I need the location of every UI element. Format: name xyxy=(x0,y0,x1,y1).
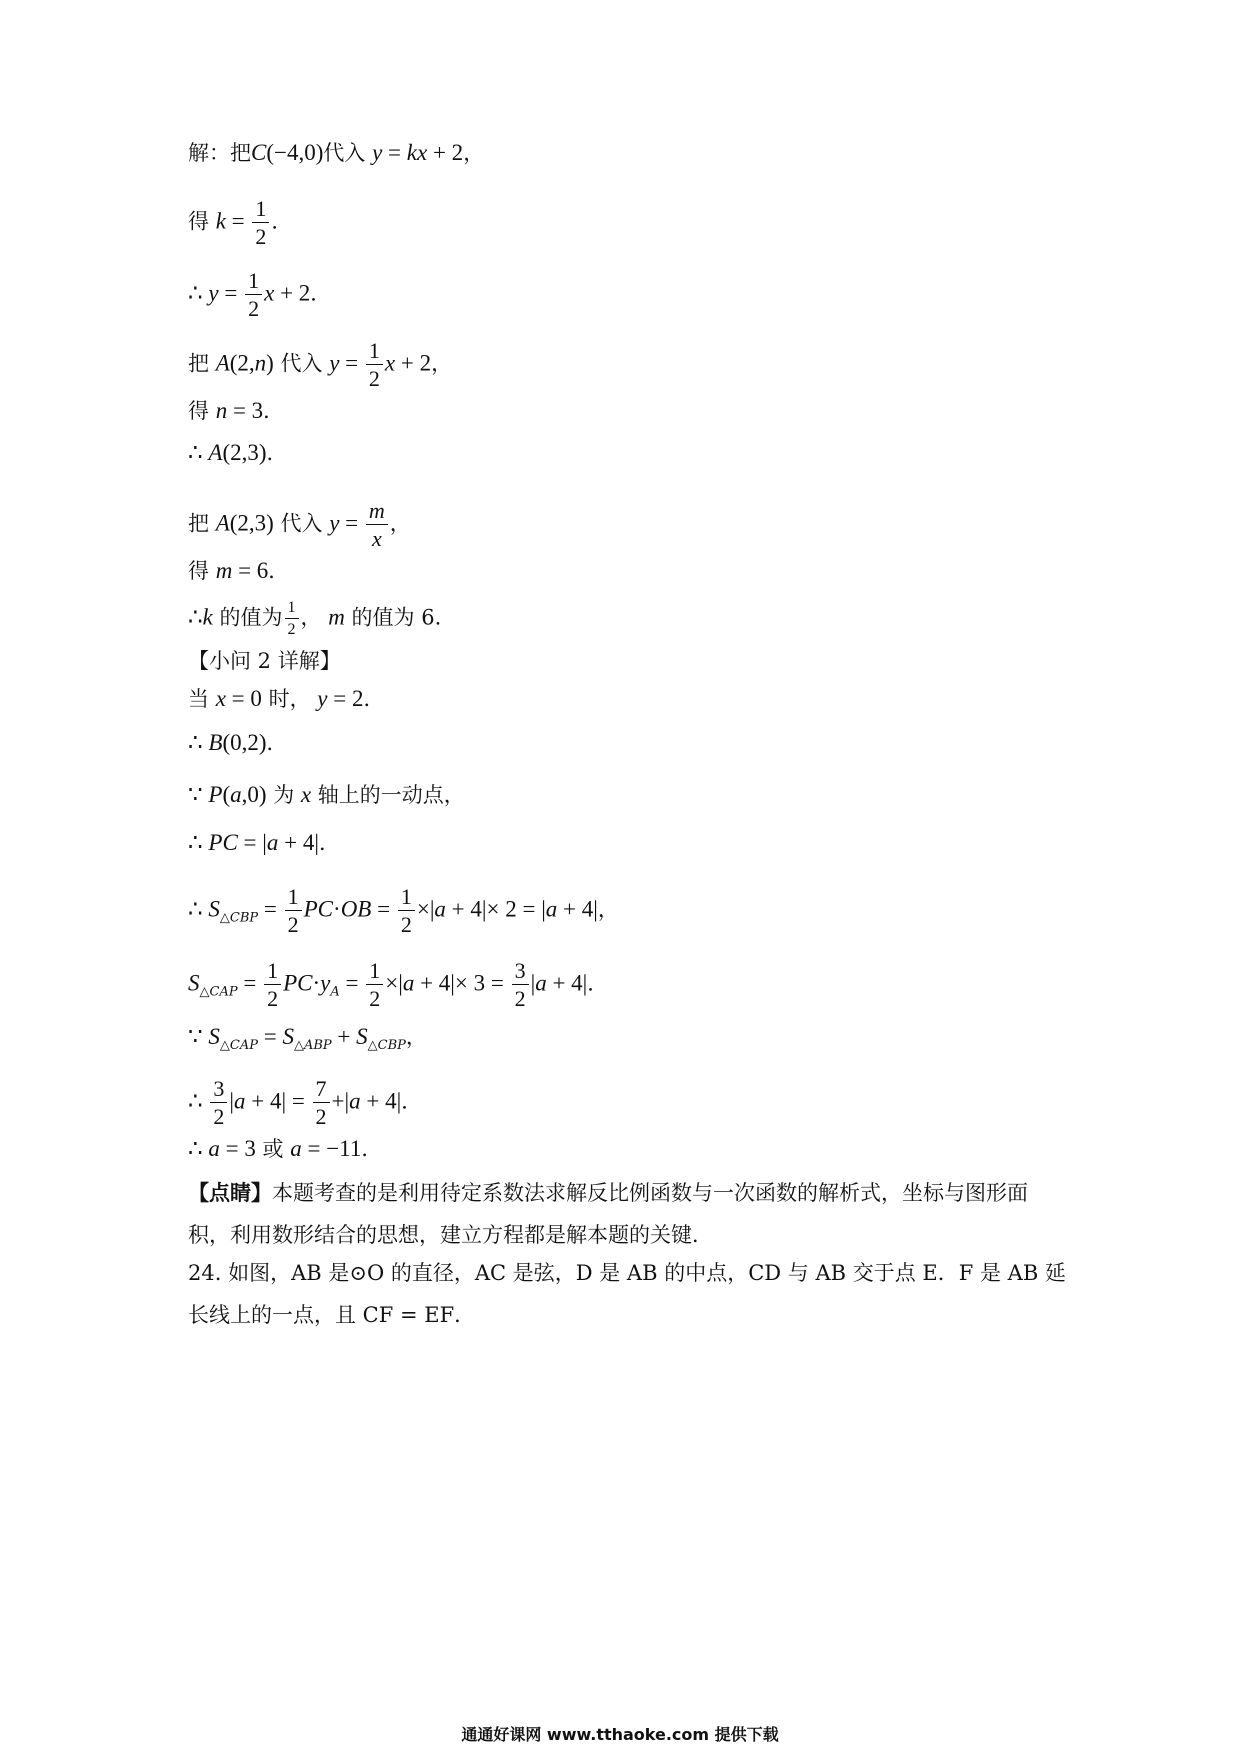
solution-line-3: ∴ y = $\frac{1}{2}$ x + 2． xyxy=(188,268,332,321)
dianjing-label: 【点睛】 xyxy=(188,1181,272,1205)
solution-line-4: 把 A(2,n) 代入 y = $\frac{1}{2}$ x + 2， xyxy=(188,338,453,391)
solution-line-7: 把 A(2,3) 代入 y = $\frac{m}{x}$ ， xyxy=(188,498,411,551)
solution-line-18: ∴ $\frac{3}{2}$ |a + 4| = $\frac{7}{2}$ +|a + 4|． xyxy=(188,1076,423,1129)
solution-line-12: ∴ B(0,2)． xyxy=(188,730,288,755)
section-heading-q2: 【小问 2 详解】 xyxy=(188,649,341,673)
problem-24: 24. 如图，AB 是⊙O 的直径，AC 是弦，D 是 AB 的中点，CD 与 AB 交于点 E．F 是 AB 延长线上的一点，且 CF = EF． xyxy=(188,1261,1066,1327)
solution-line-17: ∵ $S_{\triangle CAP} = S_{\triangle ABP} + S_{\triangle CBP}$， xyxy=(188,1024,427,1053)
solution-line-14: ∴ PC = |a + 4|． xyxy=(188,830,340,855)
dianjing-text: 本题考查的是利用待定系数法求解反比例函数与一次函数的解析式，坐标与图形面积，利用数形结合的思想，建立方程都是解本题的关键． xyxy=(188,1181,1028,1247)
solution-line-8: 得 m = 6． xyxy=(188,558,290,583)
solution-line-11: 当 x = 0 时， y = 2． xyxy=(188,686,385,711)
solution-line-2: 得 k = $\frac{1}{2}$ ． xyxy=(188,196,293,249)
solution-line-1: 解：把C(−4,0)代入 y = kx + 2， xyxy=(188,140,485,165)
solution-line-19: ∴ a = 3 或 a = −11． xyxy=(188,1136,383,1161)
solution-line-9: ∴k 的值为 $\frac{1}{2}$ ， m 的值为 6. xyxy=(188,599,442,638)
dianjing-paragraph xyxy=(188,1172,1068,1256)
footer-source: 通通好课网 www.tthaoke.com 提供下载 xyxy=(461,1725,779,1744)
solution-line-5: 得 n = 3． xyxy=(188,398,285,423)
solution-line-13: ∵ P(a,0) 为 x 轴上的一动点， xyxy=(188,782,465,807)
solution-line-6: ∴ A(2,3)． xyxy=(188,440,288,465)
solution-line-16: $S_{\triangle CAP}$ = $\frac{1}{2}$ $PC\cdot y_A$ = $\frac{1}{2}$ ×|a + 4|× 3 = $\frac{3}{2}$ |a + 4|． xyxy=(188,958,609,1011)
solution-line-15: ∴ $S_{\triangle CBP}$ = $\frac{1}{2}$ PC·OB = $\frac{1}{2}$ ×|a + 4|× 2 = |a + 4|， xyxy=(188,884,619,937)
